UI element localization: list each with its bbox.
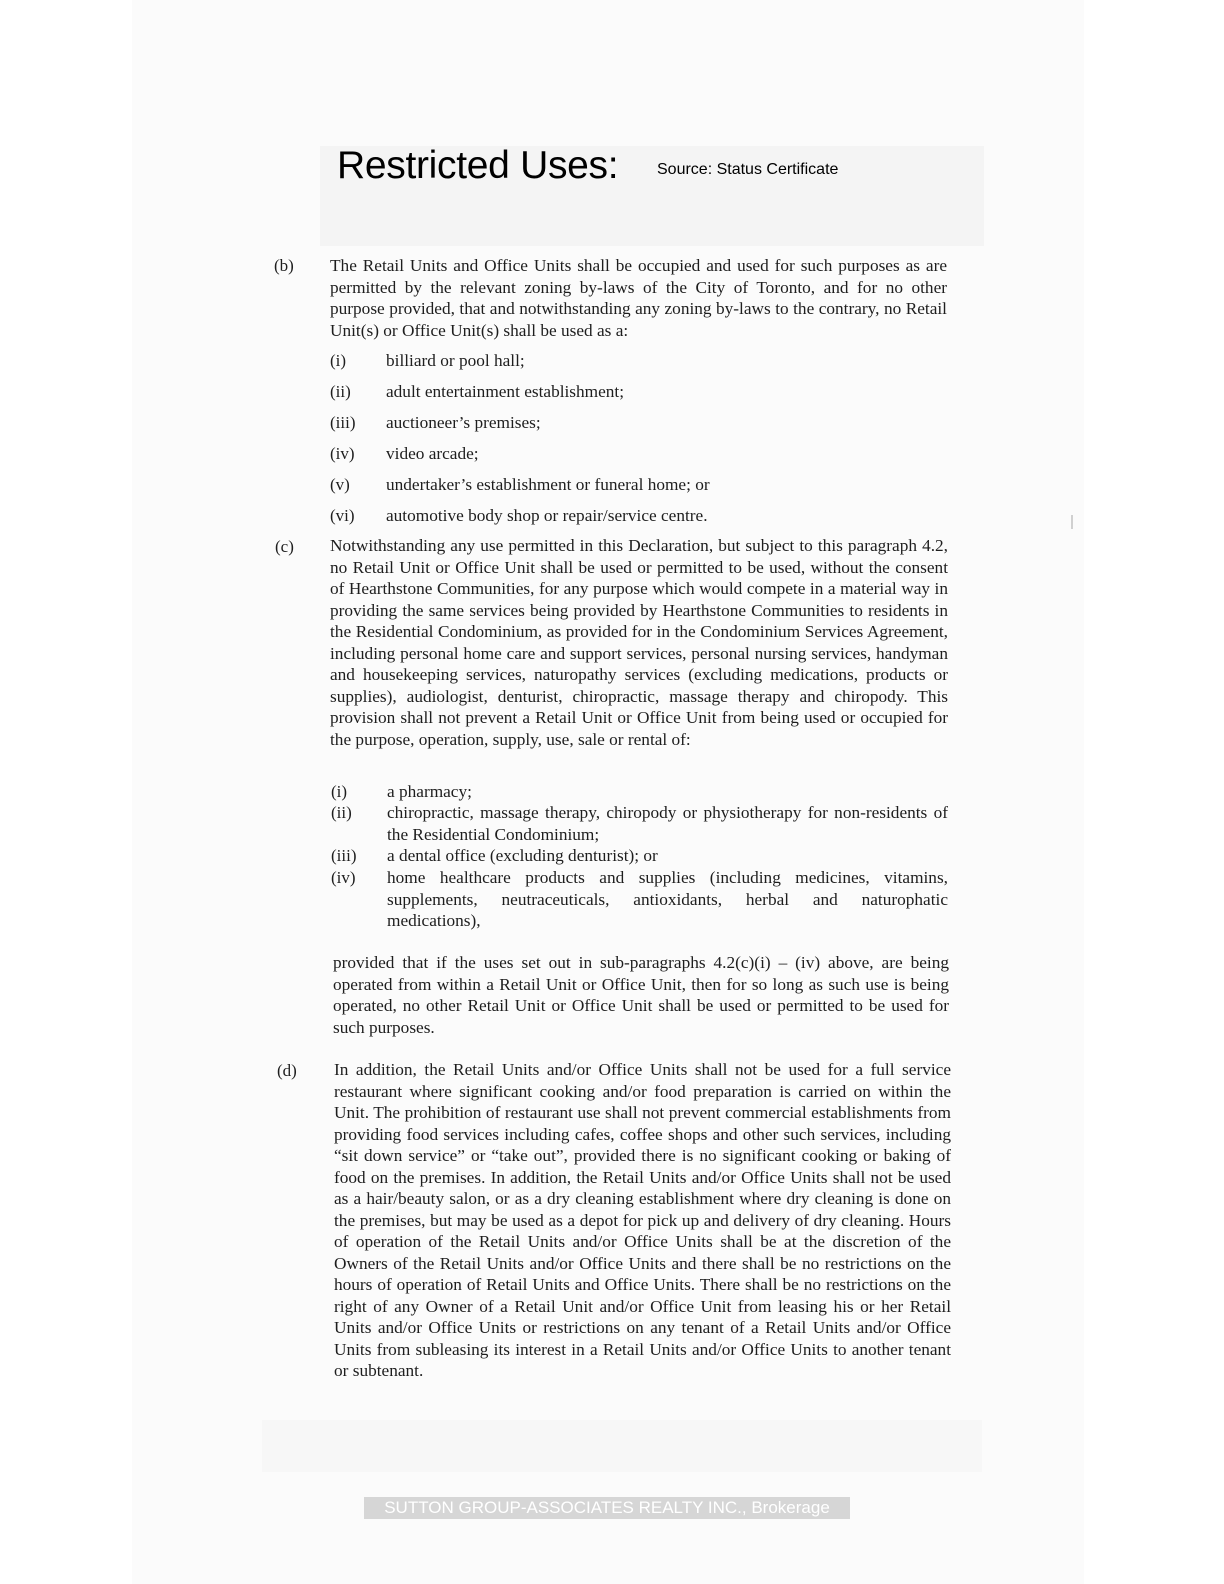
list-item-number: (iv) [330, 444, 355, 463]
list-item-number: (ii) [331, 803, 352, 822]
section-c-text: Notwithstanding any use permitted in this Declaration, but subject to this paragraph 4.2, no Retail Unit or Office Unit shall be used or permitted to be used, without the consent of Hearthstone Communities, for any purpose which would compete in a material way in providing the same services being provided by Hearthstone Communities to residents in the Residential Condominium, as provided for in the Condominium Services Agreement, including personal home care and support services, personal nursing services, handyman and housekeeping services, naturopathy services (excluding medications, products or supplies), audiologist, denturist, chiropractic, massage therapy and chiropody. This provision shall not prevent a Retail Unit or Office Unit from being used or occupied for the purpose, operation, supply, use, sale or rental of: [330, 536, 948, 749]
list-item-number: (ii) [330, 382, 351, 401]
list-item: auctioneer’s premises; [386, 413, 541, 432]
list-item-number: (iii) [330, 413, 356, 432]
section-d-text: In addition, the Retail Units and/or Office Units shall not be used for a full service restaurant where significant cooking and/or food preparation is carried on within the Unit. The prohibition of restaurant use shall not prevent commercial establishments from providing food services including cafes, coffee shops and other such services, including “sit down service” or “take out”, provided there is no significant cooking or baking of food on the premises. In addition, the Retail Units and/or Office Units shall not be used as a hair/beauty salon, or as a dry cleaning establishment where dry cleaning is done on the premises, but may be used as a depot for pick up and delivery of dry cleaning. Hours of operation of the Retail Units and/or Office Units shall be at the discretion of the Owners of the Retail Units and/or Office Units and there shall be no restrictions on the hours of operation of Retail Units and Office Units. There shall be no restrictions on the right of any Owner of a Retail Unit and/or Office Unit from leasing his or her Retail Units and/or Office Units or restrictions on any tenant of a Retail Units and/or Office Units from subleasing its interest in a Retail Units and/or Office Units to another tenant or subtenant. [334, 1060, 951, 1380]
list-item-number: (v) [330, 475, 350, 494]
section-b-label: (b) [274, 256, 294, 275]
list-item: a dental office (excluding denturist); or [387, 846, 658, 865]
list-item: undertaker’s establishment or funeral home; or [386, 475, 710, 494]
list-item: chiropractic, massage therapy, chiropody or physiotherapy for non-residents of the Residential Condominium; [387, 803, 948, 844]
section-d-label: (d) [277, 1061, 297, 1080]
list-item-number: (i) [331, 782, 348, 801]
source-note: Source: Status Certificate [657, 161, 839, 178]
section-b-text: The Retail Units and Office Units shall be occupied and used for such purposes as are permitted by the relevant zoning by-laws of the City of Toronto, and for no other purpose provided, that and notwithstanding any zoning by-laws to the contrary, no Retail Unit(s) or Office Unit(s) shall be used as a: [330, 256, 947, 340]
list-item: video arcade; [386, 444, 479, 463]
footer-band [262, 1420, 982, 1472]
list-item-number: (vi) [330, 506, 355, 525]
page-title: Restricted Uses: [337, 144, 619, 187]
scan-artifact [1071, 515, 1073, 529]
list-item: billiard or pool hall; [386, 351, 525, 370]
brokerage-watermark: SUTTON GROUP-ASSOCIATES REALTY INC., Brokerage [364, 1497, 850, 1519]
list-item-number: (iv) [331, 868, 356, 887]
section-c-proviso: provided that if the uses set out in sub-paragraphs 4.2(c)(i) – (iv) above, are being operated from within a Retail Unit or Office Unit, then for so long as such use is being operated, no other Retail Unit or Office Unit shall be used or permitted to be used for such purposes. [333, 953, 949, 1037]
section-c-label: (c) [275, 537, 294, 556]
list-item: adult entertainment establishment; [386, 382, 625, 401]
list-item: automotive body shop or repair/service centre. [386, 506, 708, 525]
list-item: home healthcare products and supplies (including medicines, vitamins, supplements, neutraceuticals, antioxidants, herbal and naturophatic medications), [387, 868, 948, 930]
list-item-number: (i) [330, 351, 347, 370]
list-item-number: (iii) [331, 846, 357, 865]
list-item: a pharmacy; [387, 782, 472, 801]
